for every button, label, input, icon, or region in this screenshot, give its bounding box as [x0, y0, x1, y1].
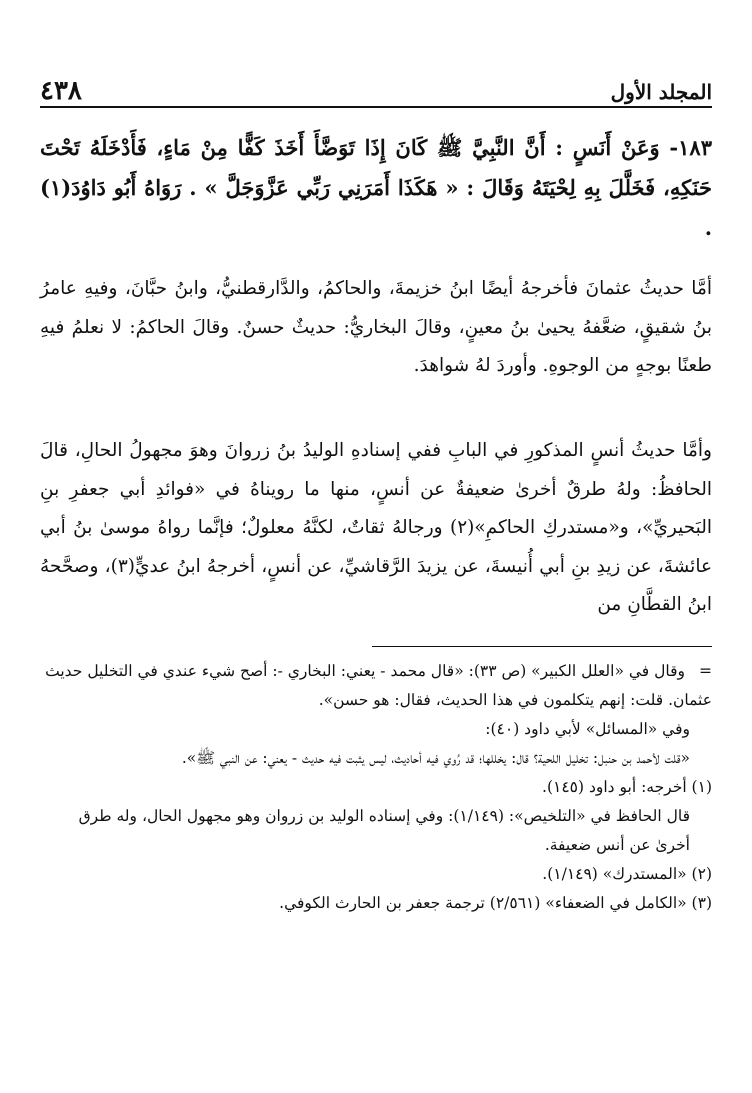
commentary-paragraph-2: وأمَّا حديثُ أنسٍ المذكورِ في البابِ ففي إسنادهِ الوليدُ بنُ زروانَ وهوَ مجهولُ الحالِ، قالَ الحافظُ: ولهُ طرقٌ أخرىٰ ضعيفةٌ عن أنسٍ، منها ما رويناهُ في «فوائدِ أبي جعفرِ بنِ البَحيريِّ»، و«مستدركِ الحاكمِ»(٢) ورجالهُ ثقاتٌ، لكنَّهُ معلولٌ؛ فإنَّما رواهُ موسىٰ بنُ أبي عائشةَ، عن زيدِ بنِ أبي أُنيسةَ، عن يزيدَ الرَّقاشيِّ، عن أنسٍ، أخرجهُ ابنُ عديٍّ(٣)، وصحَّحهُ ابنُ القطَّانِ من — [40, 440, 712, 615]
footnote-line: «قلت لأحمد بن حنبل: تخليل اللحية؟ قال: يخللها؛ قد رُوي فيه أحاديث، ليس يثبت فيه حديث - يعني: عن النبي ﷺ». — [181, 749, 690, 767]
continuation-mark: = — [699, 662, 712, 680]
volume-title: المجلد الأول — [610, 80, 712, 104]
footnote-separator — [372, 646, 712, 647]
footnote-text: وقال في «العلل الكبير» (ص ٣٣): «قال محمد - يعني: البخاري -: أصح شيء عندي في التخليل حديث عثمان. قلت: إنهم يتكلمون في هذا الحديث، فقال: هو حسن». — [45, 662, 712, 709]
footnote-line: قال الحافظ في «التلخيص»: (١/١٤٩): وفي إسناده الوليد بن زروان وهو مجهول الحال، وله طرق أخرىٰ عن أنس ضعيفة. — [78, 807, 690, 854]
footnote-line — [40, 657, 712, 715]
footnotes — [40, 657, 712, 918]
footnote-2: (٢) «المستدرك» (١/١٤٩). — [542, 865, 712, 883]
commentary-paragraph-1: أمَّا حديثُ عثمانَ فأخرجهُ أيضًا ابنُ خزيمةَ، والحاكمُ، والدَّارقطنيُّ، وابنُ حبَّانَ، وفيهِ عامرُ بنُ شقيقٍ، ضعَّفهُ يحيىٰ بنُ معينٍ، وقالَ البخاريُّ: حديثٌ حسنٌ. وقالَ الحاكمُ: لا نعلمُ فيهِ طعنًا بوجهٍ من الوجوهِ. وأوردَ لهُ شواهدَ. — [40, 278, 712, 376]
footnote-line: وفي «المسائل» لأبي داود (٤٠): — [485, 720, 690, 738]
page-header — [40, 72, 712, 108]
footnote-1: (١) أخرجه: أبو داود (١٤٥). — [542, 778, 712, 796]
hadith-text: ١٨٣- وَعَنْ أَنَسٍ : أَنَّ النَّبِيَّ ﷺ كَانَ إِذَا تَوَضَّأَ أَخَذَ كَفًّا مِنْ مَاءٍ، فَأَدْخَلَهُ تَحْتَ حَنَكِهِ، فَخَلَّلَ بِهِ لِحْيَتَهُ وَقَالَ : « هَكَذَا أَمَرَنِي رَبِّي عَزَّوَجَلَّ » . رَوَاهُ أَبُو دَاوُدَ(١) . — [40, 135, 712, 240]
page-number: ٤٣٨ — [40, 76, 82, 106]
footnote-3: (٣) «الكامل في الضعفاء» (٢/٥٦١) ترجمة جعفر بن الحارث الكوفي. — [279, 894, 712, 912]
